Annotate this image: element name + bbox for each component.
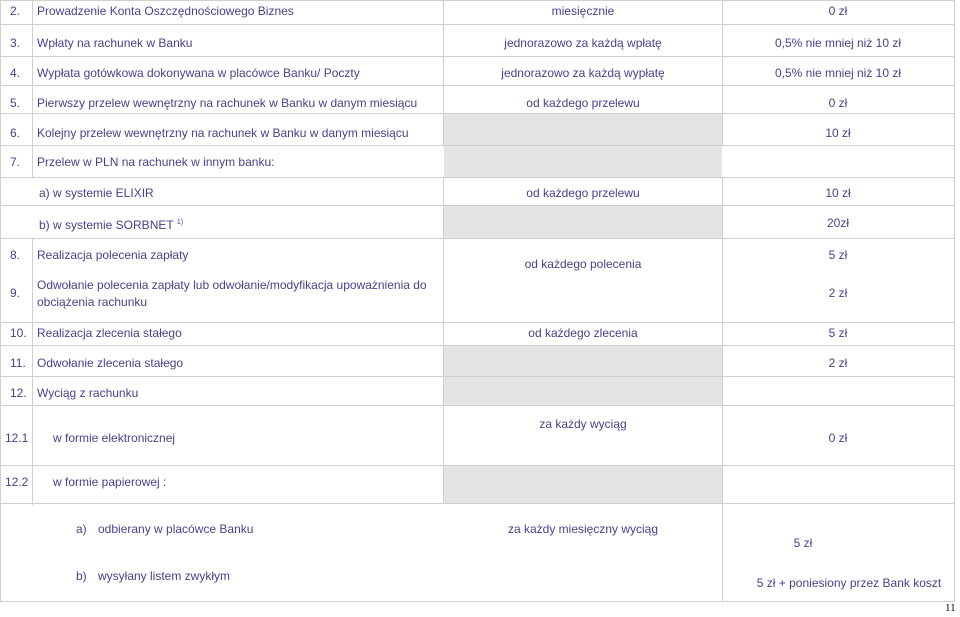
row-frequency: jednorazowo za każdą wypłatę bbox=[501, 66, 665, 80]
row-number: 12. bbox=[10, 386, 27, 400]
row-number: 10. bbox=[10, 326, 27, 340]
row-amount: 20zł bbox=[826, 216, 849, 230]
footnote-marker: 1) bbox=[176, 219, 184, 226]
row-number: 7. bbox=[10, 155, 21, 169]
row-description: w formie papierowej : bbox=[53, 475, 167, 489]
row-description: a) w systemie ELIXIR bbox=[39, 186, 154, 200]
row-amount: 10 zł bbox=[825, 126, 851, 140]
row-number: 4. bbox=[10, 66, 21, 80]
row-amount: 0,5% nie mniej niż 10 zł bbox=[774, 66, 902, 80]
row-frequency: za każdy wyciąg bbox=[539, 417, 627, 431]
row-number: 5. bbox=[10, 96, 21, 110]
row-frequency: od każdego przelewu bbox=[526, 186, 640, 200]
shaded-cell bbox=[444, 145, 722, 177]
row-description: Wypłata gotówkowa dokonywana w placówce Banku/ Poczty bbox=[37, 66, 360, 80]
row-amount: 5 zł bbox=[793, 536, 813, 550]
row-number: 12.1 bbox=[5, 431, 29, 445]
row-description: Realizacja zlecenia stałego bbox=[37, 326, 182, 340]
row-description: Odwołanie zlecenia stałego bbox=[37, 356, 184, 370]
row-number: 8. bbox=[10, 248, 21, 262]
row-amount: 2 zł bbox=[828, 286, 848, 300]
row-frequency: od każdego polecenia bbox=[524, 257, 642, 271]
row-description: w formie elektronicznej bbox=[53, 431, 176, 445]
sub-item-label: a) bbox=[76, 522, 87, 536]
row-number: 3. bbox=[10, 36, 21, 50]
row-description: Pierwszy przelew wewnętrzny na rachunek w Banku w danym miesiącu bbox=[37, 96, 418, 110]
row-amount: 0,5% nie mniej niż 10 zł bbox=[774, 36, 902, 50]
row-amount: 0 zł bbox=[828, 4, 848, 18]
row-frequency: od każdego zlecenia bbox=[528, 326, 638, 340]
shaded-cell bbox=[444, 113, 722, 145]
row-amount: 2 zł bbox=[828, 356, 848, 370]
row-frequency: za każdy miesięczny wyciąg bbox=[507, 522, 659, 536]
sub-item-label: b) bbox=[76, 569, 87, 583]
row-number: 9. bbox=[10, 286, 21, 300]
row-amount: 10 zł bbox=[825, 186, 851, 200]
row-amount: 5 zł + poniesiony przez Bank koszt bbox=[756, 576, 942, 590]
row-frequency: od każdego przelewu bbox=[526, 96, 640, 110]
row-frequency: jednorazowo za każdą wpłatę bbox=[504, 36, 662, 50]
row-description: Prowadzenie Konta Oszczędnościowego Biznes bbox=[37, 4, 294, 18]
page-number: 11 bbox=[945, 602, 956, 614]
row-description: odbierany w placówce Banku bbox=[98, 522, 254, 536]
row-description: Realizacja polecenia zapłaty bbox=[37, 248, 189, 262]
row-description bbox=[39, 216, 183, 232]
shaded-cell bbox=[444, 205, 722, 238]
row-number: 11. bbox=[10, 356, 26, 370]
row-amount: 5 zł bbox=[828, 248, 848, 262]
row-description: Przelew w PLN na rachunek w innym banku: bbox=[37, 155, 275, 169]
shaded-cell bbox=[444, 345, 722, 405]
row-amount: 0 zł bbox=[828, 96, 848, 110]
row-description: obciążenia rachunku bbox=[37, 295, 148, 309]
row-number: 6. bbox=[10, 126, 21, 140]
row-description: Kolejny przelew wewnętrzny na rachunek w Banku w danym miesiącu bbox=[37, 126, 409, 140]
row-description: Odwołanie polecenia zapłaty lub odwołanie/modyfikacja upoważnienia do bbox=[37, 278, 427, 292]
row-number: 12.2 bbox=[5, 475, 29, 489]
row-description-text: b) w systemie SORBNET bbox=[39, 218, 174, 232]
row-description: Wyciąg z rachunku bbox=[37, 386, 139, 400]
row-amount: 5 zł bbox=[828, 326, 848, 340]
row-description: wysyłany listem zwykłym bbox=[98, 569, 231, 583]
row-amount: 0 zł bbox=[828, 431, 848, 445]
row-number: 2. bbox=[10, 4, 21, 18]
shaded-cell bbox=[444, 465, 722, 503]
row-description: Wpłaty na rachunek w Banku bbox=[37, 36, 193, 50]
row-frequency: miesięcznie bbox=[551, 4, 615, 18]
